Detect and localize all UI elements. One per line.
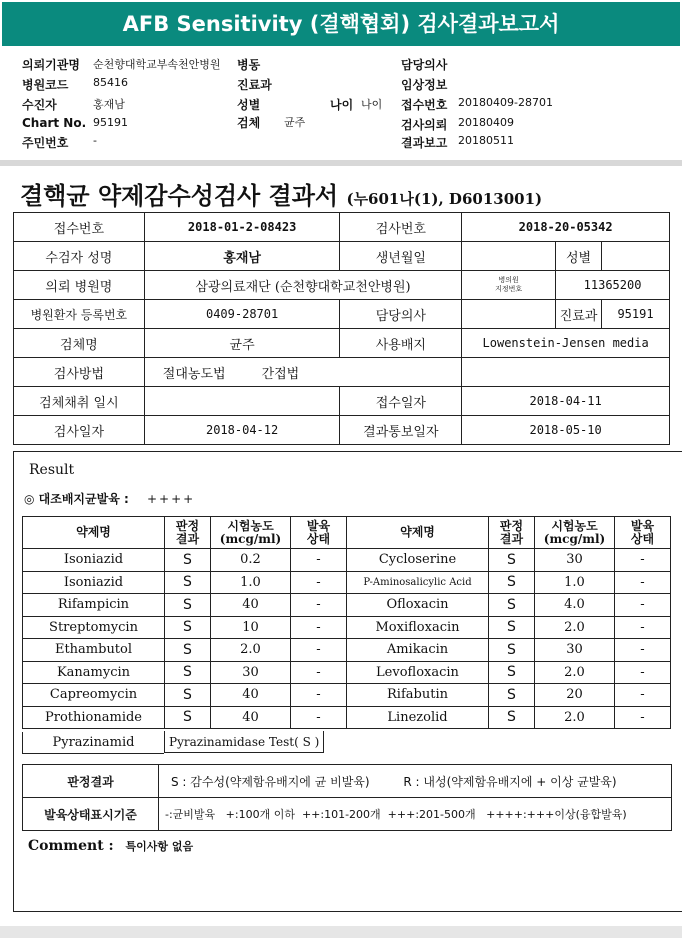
drug-conc: 2.0 <box>535 706 615 729</box>
control-label: ◎ 대조배지균발육 : <box>24 492 129 506</box>
drug-conc: 40 <box>211 684 291 707</box>
specimen-value: 균주 <box>284 116 306 129</box>
drug-conc: 4.0 <box>535 594 615 617</box>
method-value: 절대농도법 간접법 <box>144 358 461 387</box>
drug-name: Moxifloxacin <box>347 616 489 639</box>
drug-judge: S <box>489 549 535 572</box>
drug-growth: - <box>291 549 347 572</box>
drug-judge: S <box>165 571 211 594</box>
drug-name: Amikacin <box>347 639 489 662</box>
drug-judge: S <box>165 706 211 729</box>
drug-name: Ethambutol <box>23 639 165 662</box>
drug-growth: - <box>291 706 347 729</box>
designation-label: 병의원 지정번호 <box>462 271 556 300</box>
report-code: (누601나(1), D6013001) <box>346 190 543 208</box>
receipt-value: 20180409-28701 <box>458 96 553 109</box>
reg-value: 0409-28701 <box>144 300 340 329</box>
drug-conc: 40 <box>211 594 291 617</box>
drug-conc: 1.0 <box>535 571 615 594</box>
medium-value: Lowenstein-Jensen media <box>462 329 670 358</box>
drug-name: Capreomycin <box>23 684 165 707</box>
drug-growth: - <box>291 661 347 684</box>
drug-name: Levofloxacin <box>347 661 489 684</box>
judge-legend-text <box>159 765 672 798</box>
designation-value: 11365200 <box>556 271 670 300</box>
drug-conc: 20 <box>535 684 615 707</box>
doctor-label: 담당의사 <box>340 300 462 329</box>
drug-growth: - <box>291 616 347 639</box>
request-value: 20180409 <box>458 116 514 129</box>
col-conc: 시험농도 (mcg/ml) <box>211 517 291 549</box>
col-judge: 판정 결과 <box>165 517 211 549</box>
drug-judge: S <box>489 594 535 617</box>
control-value: ++++ <box>146 492 196 506</box>
drug-growth: - <box>615 639 671 662</box>
drug-name: Ofloxacin <box>347 594 489 617</box>
report-heading-text: 결핵균 약제감수성검사 결과서 <box>20 181 339 210</box>
method-label: 검사방법 <box>14 358 145 387</box>
drug-judge: S <box>489 639 535 662</box>
drug-conc: 40 <box>211 706 291 729</box>
drug-conc: 2.0 <box>535 616 615 639</box>
drug-name: Prothionamide <box>23 706 165 729</box>
judge-s-text: S : 감수성(약제함유배지에 균 비발육) <box>171 774 370 789</box>
drug-conc: 0.2 <box>211 549 291 572</box>
specimen-label: 검체 <box>237 116 261 130</box>
notified-label: 결과통보일자 <box>340 416 462 445</box>
ward-label: 병동 <box>237 58 261 72</box>
drug-judge: S <box>165 684 211 707</box>
test-no-value: 2018-20-05342 <box>462 213 670 242</box>
hospital-value: 삼광의료재단 (순천향대학교천안병원) <box>144 271 461 300</box>
drug-conc: 2.0 <box>535 661 615 684</box>
medium-label: 사용배지 <box>340 329 462 358</box>
drug-judge: S <box>165 594 211 617</box>
drug-conc: 1.0 <box>211 571 291 594</box>
comment-value: 특이사항 없음 <box>125 840 194 853</box>
col-drug: 약제명 <box>23 517 165 549</box>
collect-label: 검체채취 일시 <box>14 387 145 416</box>
dept-value: 95191 <box>602 300 670 329</box>
report-date-value: 20180511 <box>458 134 514 147</box>
doctor-value <box>462 300 556 329</box>
drug-growth: - <box>615 571 671 594</box>
drug-conc: 30 <box>535 639 615 662</box>
growth-legend-text: -:균비발육 +:100개 이하 ++:101-200개 +++:201-500개 ++++:+++이상(융합발육) <box>159 798 672 831</box>
growth-legend-label: 발육상태표시기준 <box>23 798 159 831</box>
chart-value: 95191 <box>93 116 128 129</box>
drug-growth: - <box>291 571 347 594</box>
code-value: 85416 <box>93 76 128 89</box>
drug-growth: - <box>291 639 347 662</box>
code-label: 병원코드 <box>22 78 69 92</box>
age-value: 나이 <box>361 98 383 111</box>
reg-label: 병원환자 등록번호 <box>14 300 145 329</box>
drug-judge: S <box>489 684 535 707</box>
sex-label: 성별 <box>556 242 602 271</box>
chart-label: Chart No. <box>22 116 87 130</box>
tested-label: 검사일자 <box>14 416 145 445</box>
table-row <box>23 571 671 594</box>
col-drug: 약제명 <box>347 517 489 549</box>
drug-conc: 10 <box>211 616 291 639</box>
drug-judge: S <box>489 706 535 729</box>
received-label: 접수일자 <box>340 387 462 416</box>
result-section <box>13 451 682 912</box>
table-row <box>23 706 671 729</box>
col-growth: 발육 상태 <box>291 517 347 549</box>
drug-growth: - <box>615 684 671 707</box>
drug-judge: S <box>165 661 211 684</box>
receipt-no-label: 접수번호 <box>14 213 145 242</box>
received-value: 2018-04-11 <box>462 387 670 416</box>
pyrazinamid-row <box>22 731 324 754</box>
drug-conc: 30 <box>535 549 615 572</box>
table-row <box>23 684 671 707</box>
section-divider <box>0 160 682 166</box>
drug-name: Cycloserine <box>347 549 489 572</box>
drug-growth: - <box>615 706 671 729</box>
drug-name: P-Aminosalicylic Acid <box>347 571 489 594</box>
drug-name: Rifampicin <box>23 594 165 617</box>
result-label: Result <box>29 462 75 478</box>
sex-label: 성별 <box>237 98 261 112</box>
drug-judge: S <box>489 571 535 594</box>
drug-name: Rifabutin <box>347 684 489 707</box>
dept-label: 진료과 <box>237 78 272 92</box>
report-header-table <box>13 212 670 445</box>
col-growth: 발육 상태 <box>615 517 671 549</box>
drug-conc: 30 <box>211 661 291 684</box>
receipt-label: 접수번호 <box>401 98 448 112</box>
drug-judge: S <box>165 616 211 639</box>
report-date-label: 결과보고 <box>401 136 448 150</box>
dept-label: 진료과 <box>556 300 602 329</box>
drug-growth: - <box>615 661 671 684</box>
drug-judge: S <box>489 616 535 639</box>
report-heading <box>20 176 542 211</box>
legend-table <box>22 764 672 831</box>
test-no-label: 검사번호 <box>340 213 462 242</box>
judge-legend-label: 판정결과 <box>23 765 159 798</box>
specimen-value: 균주 <box>144 329 340 358</box>
drug-judge: S <box>165 639 211 662</box>
table-row <box>23 661 671 684</box>
pyrazinamid-name: Pyrazinamid <box>22 732 164 754</box>
report-title-bar: AFB Sensitivity (결핵협회) 검사결과보고서 <box>2 2 680 46</box>
drug-conc: 2.0 <box>211 639 291 662</box>
table-row <box>23 616 671 639</box>
patient-info-block <box>0 50 682 154</box>
drug-growth: - <box>615 594 671 617</box>
hospital-label: 의뢰 병원명 <box>14 271 145 300</box>
comment <box>28 838 193 854</box>
drug-growth: - <box>615 549 671 572</box>
drug-judge: S <box>489 661 535 684</box>
drug-name: Isoniazid <box>23 571 165 594</box>
table-row <box>23 549 671 572</box>
ssn-value: - <box>93 134 97 147</box>
patient-label: 수진자 <box>22 98 57 112</box>
drug-name: Kanamycin <box>23 661 165 684</box>
hospital-label: 의뢰기관명 <box>22 58 80 72</box>
table-row <box>23 594 671 617</box>
notified-value: 2018-05-10 <box>462 416 670 445</box>
drug-table <box>22 516 671 729</box>
table-row <box>23 639 671 662</box>
pyrazinamid-test: Pyrazinamidase Test( S ) <box>164 731 324 753</box>
drug-growth: - <box>291 594 347 617</box>
clinical-label: 임상정보 <box>401 78 448 92</box>
drug-name: Streptomycin <box>23 616 165 639</box>
col-conc: 시험농도 (mcg/ml) <box>535 517 615 549</box>
receipt-no-value: 2018-01-2-08423 <box>144 213 340 242</box>
tested-value: 2018-04-12 <box>144 416 340 445</box>
drug-name: Linezolid <box>347 706 489 729</box>
drug-judge: S <box>165 549 211 572</box>
birth-value <box>462 242 556 271</box>
age-label: 나이 <box>330 98 354 112</box>
sex-value <box>602 242 670 271</box>
name-label: 수검자 성명 <box>14 242 145 271</box>
hospital-value: 순천향대학교부속천안병원 <box>93 58 221 71</box>
patient-value: 홍재남 <box>93 98 125 111</box>
specimen-label: 검체명 <box>14 329 145 358</box>
comment-label: Comment : <box>28 838 114 854</box>
bottom-divider <box>0 926 682 938</box>
ssn-label: 주민번호 <box>22 136 69 150</box>
drug-name: Isoniazid <box>23 549 165 572</box>
control-growth <box>24 490 195 507</box>
judge-r-text: R : 내성(약제함유배지에 + 이상 균발육) <box>403 774 617 789</box>
birth-label: 생년월일 <box>340 242 462 271</box>
name-value: 홍재남 <box>144 242 340 271</box>
collect-value <box>144 387 340 416</box>
doctor-label: 담당의사 <box>401 58 448 72</box>
request-label: 검사의뢰 <box>401 118 448 132</box>
drug-growth: - <box>615 616 671 639</box>
col-judge: 판정 결과 <box>489 517 535 549</box>
drug-growth: - <box>291 684 347 707</box>
